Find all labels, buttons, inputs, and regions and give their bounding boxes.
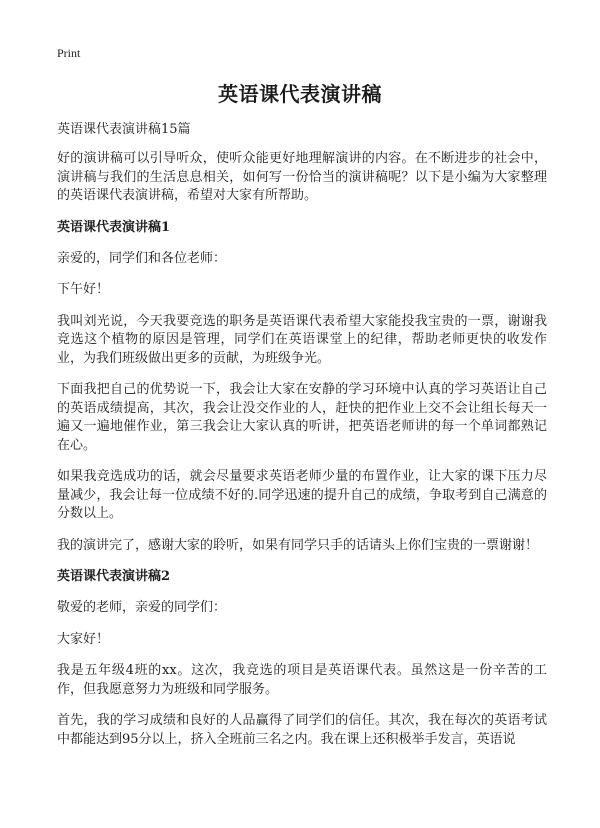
greeting-paragraph: 敬爱的老师，亲爱的同学们： (57, 600, 227, 615)
print-link[interactable]: Print (57, 46, 81, 60)
body-paragraph: 首先，我的学习成绩和良好的人品赢得了同学们的信任。其次，我在每次的英语考试中都能达到95分以上，挤入全班前三名之内。我在课上还积极举手发言，英语说 (57, 713, 547, 747)
body-paragraph: 我叫刘光说，今天我要竞选的职务是英语课代表希望大家能投我宝贵的一票，谢谢我竞选这个植物的原因是管理，同学们在英语课堂上的纪律，帮助老师更快的收发作业，为我们班级做出更多的贡献，为班级争光。 (57, 313, 547, 366)
body-paragraph: 下面我把自己的优势说一下，我会让大家在安静的学习环境中认真的学习英语让自己的英语成绩提高，其次，我会让没交作业的人，赶快的把作业上交不会让组长每天一遍又一遍地催作业，第三我会让大家认真的听讲，把英语老师讲的每一个单词都熟记在心。 (57, 382, 547, 453)
section-1 (57, 219, 547, 556)
document-body (57, 121, 547, 762)
salutation-paragraph: 大家好！ (57, 631, 110, 647)
body-paragraph: 我是五年级4班的xx。这次，我竞选的项目是英语课代表。虽然这是一份辛苦的工作，但我愿意努力为班级和同学服务。 (57, 663, 547, 697)
document-subtitle: 英语课代表演讲稿15篇 (57, 122, 191, 137)
greeting-paragraph: 亲爱的，同学们和各位老师： (57, 250, 227, 266)
document-title: 英语课代表演讲稿 (218, 82, 382, 106)
section-heading: 英语课代表演讲稿1 (57, 219, 171, 235)
section-heading: 英语课代表演讲稿2 (57, 569, 171, 584)
closing-paragraph: 我的演讲完了，感谢大家的聆听，如果有同学只手的话请头上你们宝贵的一票谢谢！ (57, 537, 539, 553)
body-paragraph: 如果我竞选成功的话，就会尽量要求英语老师少量的布置作业，让大家的课下压力尽量减少，我会让每一位成绩不好的.同学迅速的提升自己的成绩，争取考到自己满意的分数以上。 (57, 469, 547, 521)
section-2 (57, 568, 547, 749)
salutation-paragraph: 下午好！ (57, 282, 110, 297)
intro-paragraph: 好的演讲稿可以引导听众，使听众能更好地理解演讲的内容。在不断进步的社会中，演讲稿与我们的生活息息相关，如何写一份恰当的演讲稿呢？以下是小编为大家整理的英语课代表演讲稿，希望对大家有所帮助。 (57, 151, 547, 203)
